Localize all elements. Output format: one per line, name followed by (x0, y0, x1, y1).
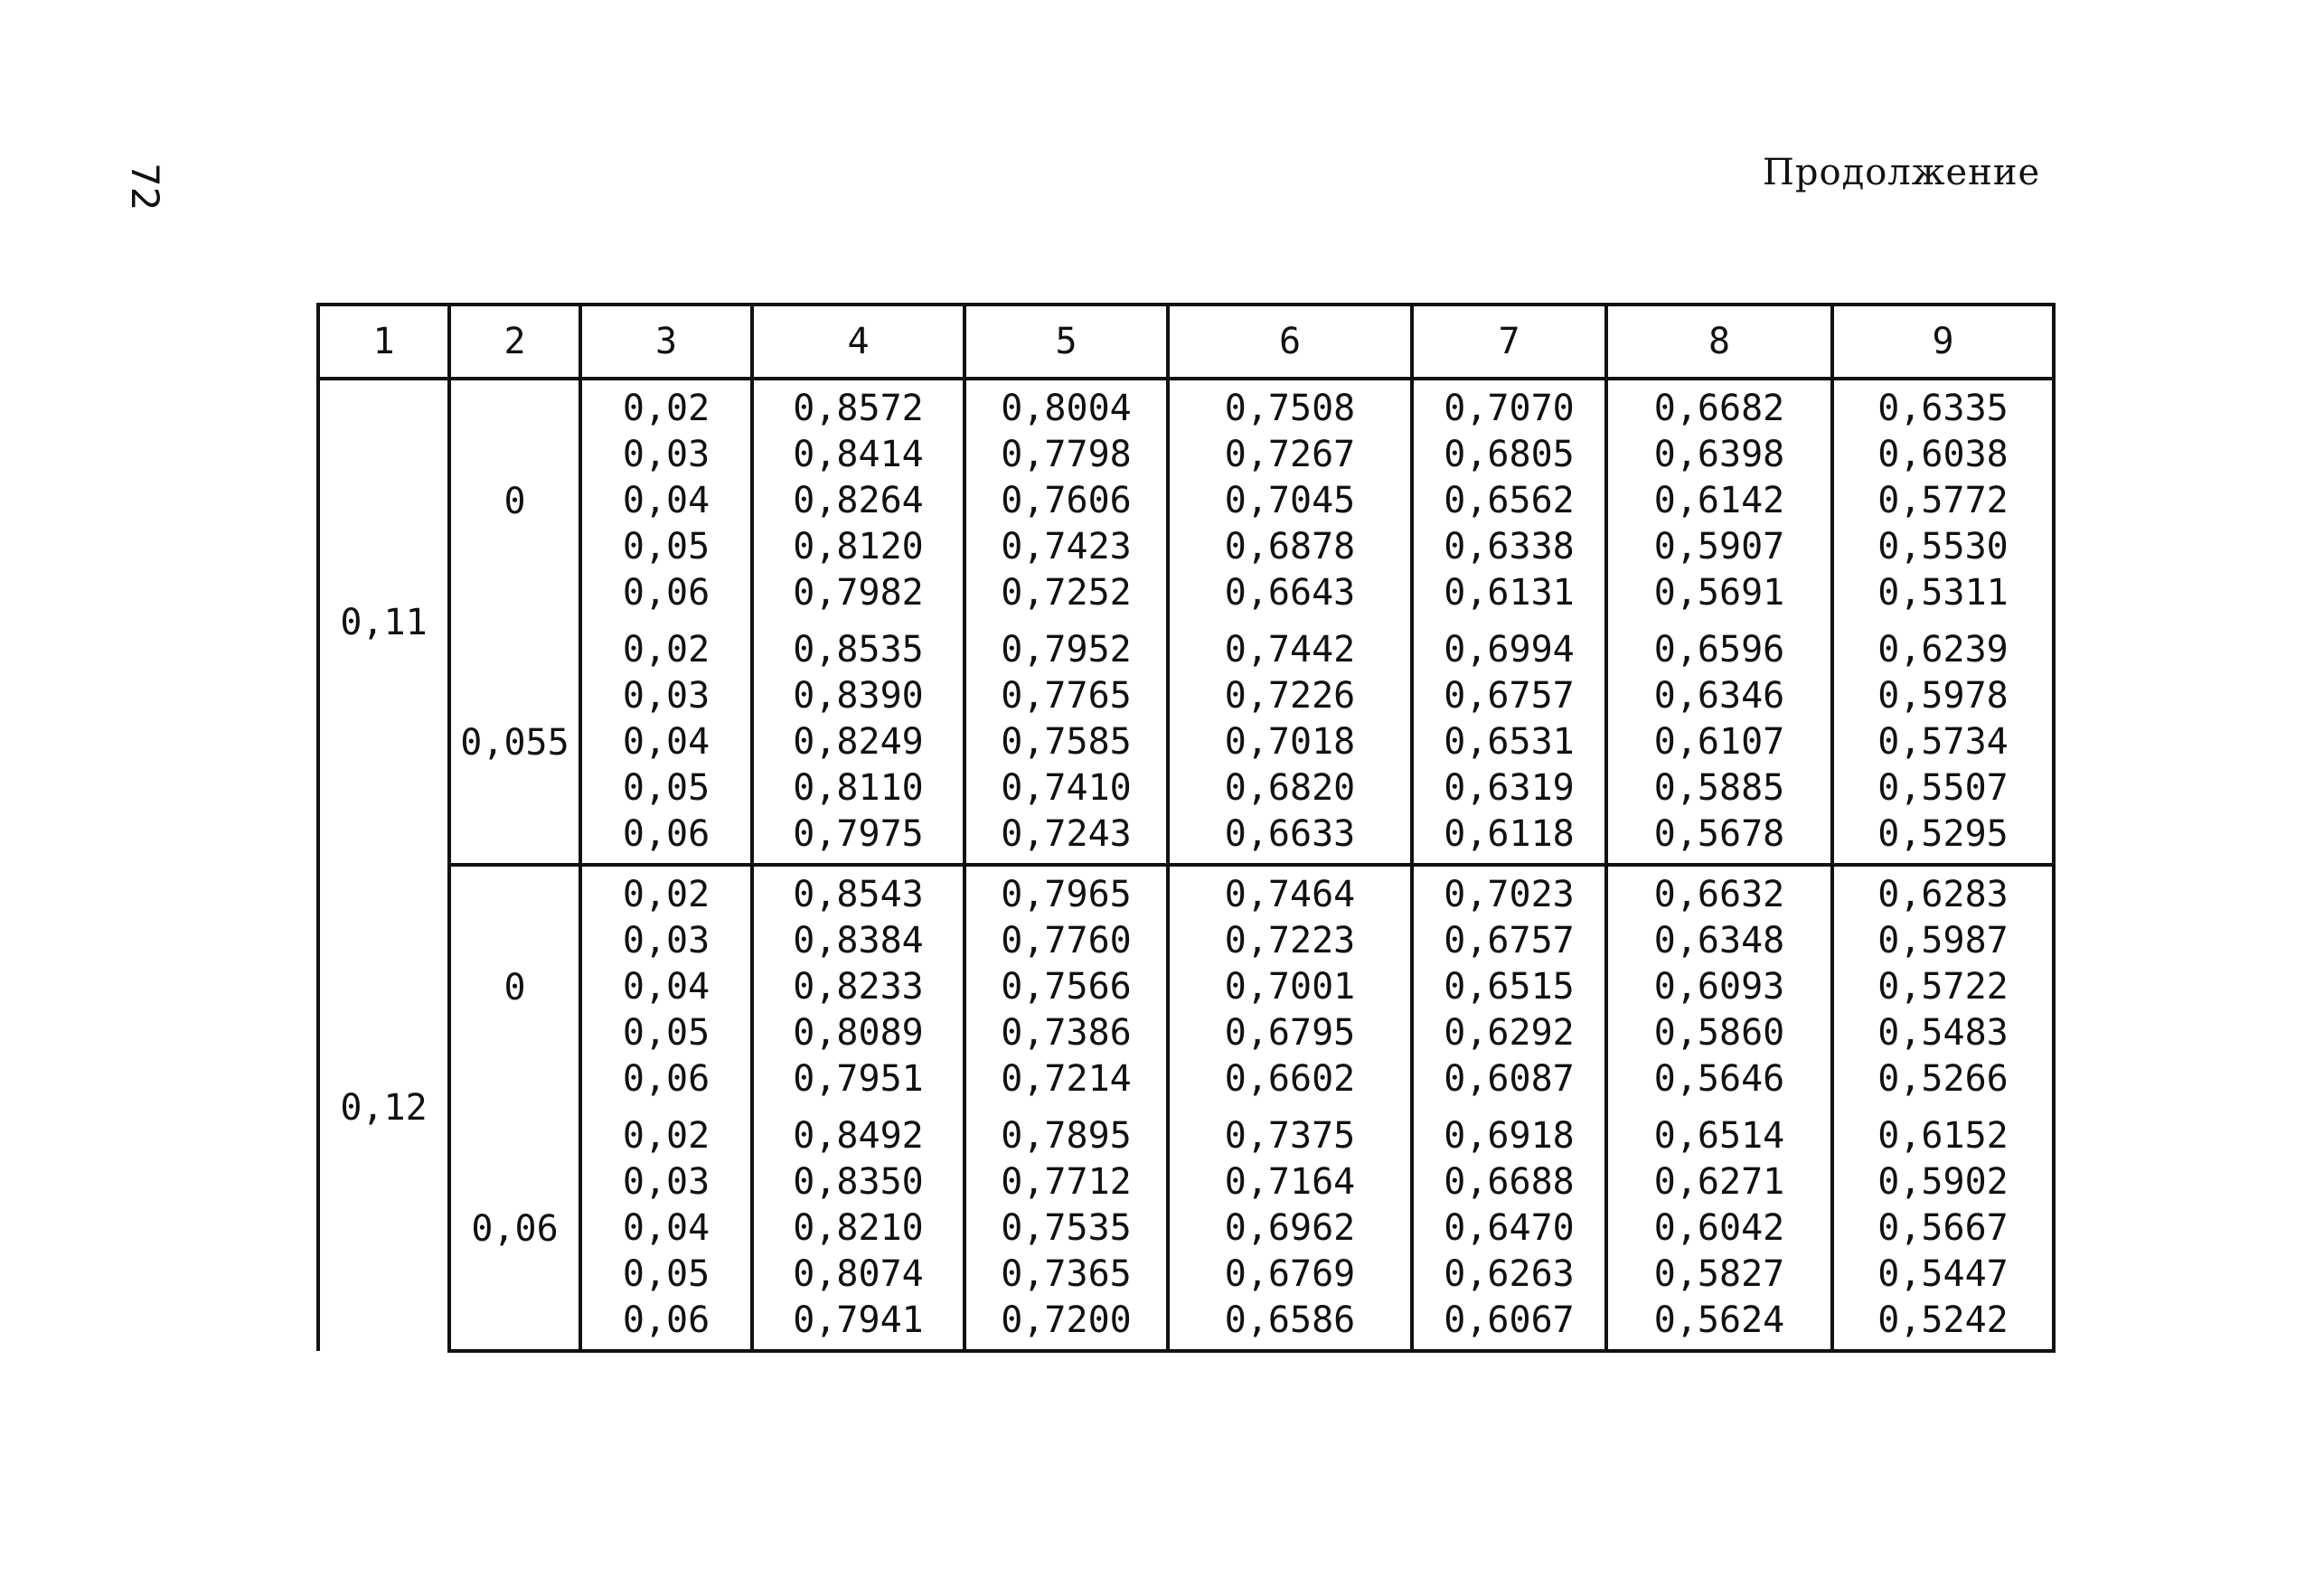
table-cell: 0,5646 (1653, 1058, 1785, 1100)
table-cell: 0,5827 (1653, 1253, 1785, 1295)
value-list (966, 380, 1166, 622)
table-row (318, 379, 2054, 622)
table-cell: 0,6531 (1444, 721, 1575, 763)
table-cell: 0,8535 (793, 629, 924, 671)
value-list (1834, 867, 2052, 1108)
header-col-9: 9 (1832, 305, 2054, 379)
table-cell: 0,6878 (1224, 526, 1356, 567)
header-col-8: 8 (1606, 305, 1832, 379)
table-cell: 0,06 (622, 572, 710, 614)
value-column-9 (1832, 865, 2054, 1108)
table-cell: 0,7941 (793, 1299, 924, 1341)
value-column-7 (1412, 622, 1606, 865)
value-list (1170, 1108, 1410, 1349)
value-list (754, 1108, 963, 1349)
value-column-5 (964, 865, 1168, 1108)
table-row (318, 1108, 2054, 1351)
table-cell: 0,7975 (793, 813, 924, 855)
table-cell: 0,8264 (793, 480, 924, 521)
table-cell: 0,05 (622, 1253, 710, 1295)
subgroup-value-col-2: 0 (449, 865, 580, 1108)
table-cell: 0,5722 (1877, 966, 2009, 1008)
value-list (1608, 622, 1830, 863)
table-cell: 0,6805 (1444, 434, 1575, 475)
value-list (582, 380, 750, 622)
table-cell: 0,7508 (1224, 388, 1356, 429)
table-cell: 0,5734 (1877, 721, 2009, 763)
table-cell: 0,03 (622, 675, 710, 717)
table-cell: 0,7070 (1444, 388, 1575, 429)
table-cell: 0,02 (622, 874, 710, 915)
value-list (966, 867, 1166, 1108)
table-cell: 0,06 (622, 1058, 710, 1100)
table-cell: 0,7001 (1224, 966, 1356, 1008)
table-cell: 0,8384 (793, 920, 924, 961)
value-list (1414, 380, 1604, 622)
table-cell: 0,7252 (1001, 572, 1132, 614)
table-cell: 0,04 (622, 1207, 710, 1249)
value-column-4 (752, 622, 964, 865)
table-cell: 0,7798 (1001, 434, 1132, 475)
table-cell: 0,5907 (1653, 526, 1785, 567)
table-cell: 0,6131 (1444, 572, 1575, 614)
value-list (1834, 622, 2052, 863)
table-cell: 0,5885 (1653, 767, 1785, 809)
table-cell: 0,04 (622, 480, 710, 521)
value-column-6 (1168, 622, 1412, 865)
table-cell: 0,8210 (793, 1207, 924, 1249)
table-cell: 0,5978 (1877, 675, 2009, 717)
table-cell: 0,7965 (1001, 874, 1132, 915)
table-cell: 0,5772 (1877, 480, 2009, 521)
value-list (1170, 622, 1410, 863)
table-cell: 0,8004 (1001, 388, 1132, 429)
table-cell: 0,7895 (1001, 1115, 1132, 1157)
table-cell: 0,7243 (1001, 813, 1132, 855)
value-list (1414, 622, 1604, 863)
table-cell: 0,5507 (1877, 767, 2009, 809)
table-cell: 0,05 (622, 526, 710, 567)
table-cell: 0,5242 (1877, 1299, 2009, 1341)
value-list (754, 622, 963, 863)
table-cell: 0,6107 (1653, 721, 1785, 763)
value-column-3 (580, 865, 752, 1108)
value-column-3 (580, 379, 752, 622)
continuation-label: Продолжение (1763, 152, 2041, 193)
table-cell: 0,5266 (1877, 1058, 2009, 1100)
table-cell: 0,05 (622, 767, 710, 809)
subgroup-value-col-2: 0,06 (449, 1108, 580, 1351)
value-list (1414, 1108, 1604, 1349)
table-row (318, 622, 2054, 865)
table-cell: 0,6562 (1444, 480, 1575, 521)
value-column-9 (1832, 1108, 2054, 1351)
table-cell: 0,7442 (1224, 629, 1356, 671)
table-cell: 0,02 (622, 629, 710, 671)
value-list (1170, 380, 1410, 622)
table-cell: 0,7365 (1001, 1253, 1132, 1295)
value-column-6 (1168, 865, 1412, 1108)
table-cell: 0,6087 (1444, 1058, 1575, 1100)
table-body (318, 379, 2054, 1351)
table-cell: 0,5447 (1877, 1253, 2009, 1295)
table-cell: 0,7765 (1001, 675, 1132, 717)
table-cell: 0,02 (622, 388, 710, 429)
value-column-5 (964, 622, 1168, 865)
table-cell: 0,6042 (1653, 1207, 1785, 1249)
table-cell: 0,8350 (793, 1161, 924, 1203)
table-cell: 0,06 (622, 813, 710, 855)
value-column-3 (580, 1108, 752, 1351)
header-row (318, 305, 2054, 379)
table-cell: 0,7200 (1001, 1299, 1132, 1341)
table-cell: 0,6038 (1877, 434, 2009, 475)
value-list (582, 622, 750, 863)
header-col-7: 7 (1412, 305, 1606, 379)
table-cell: 0,6820 (1224, 767, 1356, 809)
value-column-5 (964, 1108, 1168, 1351)
table-cell: 0,8110 (793, 767, 924, 809)
table-cell: 0,5902 (1877, 1161, 2009, 1203)
table-cell: 0,7375 (1224, 1115, 1356, 1157)
value-column-3 (580, 622, 752, 865)
table-cell: 0,7045 (1224, 480, 1356, 521)
table-cell: 0,7214 (1001, 1058, 1132, 1100)
value-list (1414, 867, 1604, 1108)
value-column-7 (1412, 865, 1606, 1108)
group-value-col-1: 0,12 (318, 865, 449, 1351)
header-col-1: 1 (318, 305, 449, 379)
table-cell: 0,03 (622, 434, 710, 475)
table-cell: 0,8492 (793, 1115, 924, 1157)
table-cell: 0,7982 (793, 572, 924, 614)
table-cell: 0,5530 (1877, 526, 2009, 567)
table-cell: 0,6514 (1653, 1115, 1785, 1157)
table-cell: 0,6263 (1444, 1253, 1575, 1295)
table-cell: 0,7018 (1224, 721, 1356, 763)
value-column-9 (1832, 622, 2054, 865)
subgroup-value-col-2: 0 (449, 379, 580, 622)
table-cell: 0,04 (622, 721, 710, 763)
table-cell: 0,8074 (793, 1253, 924, 1295)
table-cell: 0,6283 (1877, 874, 2009, 915)
table-cell: 0,6292 (1444, 1012, 1575, 1054)
table-cell: 0,7164 (1224, 1161, 1356, 1203)
table-cell: 0,7712 (1001, 1161, 1132, 1203)
table-cell: 0,7464 (1224, 874, 1356, 915)
table-cell: 0,5295 (1877, 813, 2009, 855)
value-column-4 (752, 865, 964, 1108)
table-cell: 0,6795 (1224, 1012, 1356, 1054)
value-column-7 (1412, 1108, 1606, 1351)
table-cell: 0,06 (622, 1299, 710, 1341)
table-cell: 0,5860 (1653, 1012, 1785, 1054)
table-cell: 0,6962 (1224, 1207, 1356, 1249)
table-cell: 0,5667 (1877, 1207, 2009, 1249)
table-cell: 0,6769 (1224, 1253, 1356, 1295)
table-cell: 0,6632 (1653, 874, 1785, 915)
table-cell: 0,02 (622, 1115, 710, 1157)
table-cell: 0,6643 (1224, 572, 1356, 614)
header-col-5: 5 (964, 305, 1168, 379)
table-cell: 0,6239 (1877, 629, 2009, 671)
table-cell: 0,7760 (1001, 920, 1132, 961)
table-cell: 0,5624 (1653, 1299, 1785, 1341)
value-list (966, 622, 1166, 863)
table-cell: 0,6602 (1224, 1058, 1356, 1100)
table-cell: 0,7226 (1224, 675, 1356, 717)
table-cell: 0,8414 (793, 434, 924, 475)
table-cell: 0,8543 (793, 874, 924, 915)
value-column-6 (1168, 379, 1412, 622)
value-column-8 (1606, 379, 1832, 622)
table-cell: 0,04 (622, 966, 710, 1008)
table-cell: 0,6918 (1444, 1115, 1575, 1157)
table-cell: 0,8233 (793, 966, 924, 1008)
table-cell: 0,6093 (1653, 966, 1785, 1008)
value-column-4 (752, 1108, 964, 1351)
header-col-6: 6 (1168, 305, 1412, 379)
table-cell: 0,8120 (793, 526, 924, 567)
value-column-7 (1412, 379, 1606, 622)
table-cell: 0,7386 (1001, 1012, 1132, 1054)
table-cell: 0,7410 (1001, 767, 1132, 809)
table-cell: 0,5987 (1877, 920, 2009, 961)
table-cell: 0,7566 (1001, 966, 1132, 1008)
table-cell: 0,5483 (1877, 1012, 2009, 1054)
table-cell: 0,6682 (1653, 388, 1785, 429)
table-cell: 0,5311 (1877, 572, 2009, 614)
table-cell: 0,7023 (1444, 874, 1575, 915)
table-cell: 0,6757 (1444, 920, 1575, 961)
table-cell: 0,7423 (1001, 526, 1132, 567)
table-row (318, 865, 2054, 1108)
table-cell: 0,5678 (1653, 813, 1785, 855)
table-cell: 0,6994 (1444, 629, 1575, 671)
table-cell: 0,7535 (1001, 1207, 1132, 1249)
value-list (966, 1108, 1166, 1349)
table-cell: 0,7267 (1224, 434, 1356, 475)
table-cell: 0,03 (622, 920, 710, 961)
value-list (582, 867, 750, 1108)
group-value-col-1: 0,11 (318, 379, 449, 865)
table-cell: 0,8089 (793, 1012, 924, 1054)
table-cell: 0,6757 (1444, 675, 1575, 717)
page-number: 72 (123, 163, 167, 211)
table-cell: 0,6271 (1653, 1161, 1785, 1203)
table-cell: 0,6596 (1653, 629, 1785, 671)
table-cell: 0,6067 (1444, 1299, 1575, 1341)
table-cell: 0,5691 (1653, 572, 1785, 614)
table-cell: 0,6348 (1653, 920, 1785, 961)
table-cell: 0,6515 (1444, 966, 1575, 1008)
table-cell: 0,7606 (1001, 480, 1132, 521)
table-cell: 0,6118 (1444, 813, 1575, 855)
value-column-5 (964, 379, 1168, 622)
table-cell: 0,6586 (1224, 1299, 1356, 1341)
table-cell: 0,6152 (1877, 1115, 2009, 1157)
value-list (1608, 1108, 1830, 1349)
value-column-4 (752, 379, 964, 622)
value-column-8 (1606, 622, 1832, 865)
table-cell: 0,6688 (1444, 1161, 1575, 1203)
table-cell: 0,6338 (1444, 526, 1575, 567)
table-cell: 0,6398 (1653, 434, 1785, 475)
header-col-3: 3 (580, 305, 752, 379)
table-cell: 0,6633 (1224, 813, 1356, 855)
table-cell: 0,05 (622, 1012, 710, 1054)
data-table (316, 303, 2056, 1353)
table-cell: 0,6470 (1444, 1207, 1575, 1249)
table-cell: 0,6319 (1444, 767, 1575, 809)
value-list (1834, 380, 2052, 622)
table-cell: 0,6346 (1653, 675, 1785, 717)
value-list (754, 380, 963, 622)
value-list (1608, 867, 1830, 1108)
data-table-container (316, 303, 2056, 1353)
value-column-6 (1168, 1108, 1412, 1351)
table-cell: 0,8390 (793, 675, 924, 717)
value-column-8 (1606, 1108, 1832, 1351)
table-cell: 0,03 (622, 1161, 710, 1203)
value-list (1170, 867, 1410, 1108)
value-column-8 (1606, 865, 1832, 1108)
table-cell: 0,7585 (1001, 721, 1132, 763)
header-col-4: 4 (752, 305, 964, 379)
table-cell: 0,6142 (1653, 480, 1785, 521)
value-column-9 (1832, 379, 2054, 622)
table-cell: 0,7952 (1001, 629, 1132, 671)
subgroup-value-col-2: 0,055 (449, 622, 580, 865)
header-col-2: 2 (449, 305, 580, 379)
value-list (1608, 380, 1830, 622)
value-list (1834, 1108, 2052, 1349)
table-cell: 0,8249 (793, 721, 924, 763)
table-cell: 0,8572 (793, 388, 924, 429)
table-cell: 0,7951 (793, 1058, 924, 1100)
table-cell: 0,7223 (1224, 920, 1356, 961)
table-cell: 0,6335 (1877, 388, 2009, 429)
value-list (754, 867, 963, 1108)
value-list (582, 1108, 750, 1349)
table-header (318, 305, 2054, 379)
